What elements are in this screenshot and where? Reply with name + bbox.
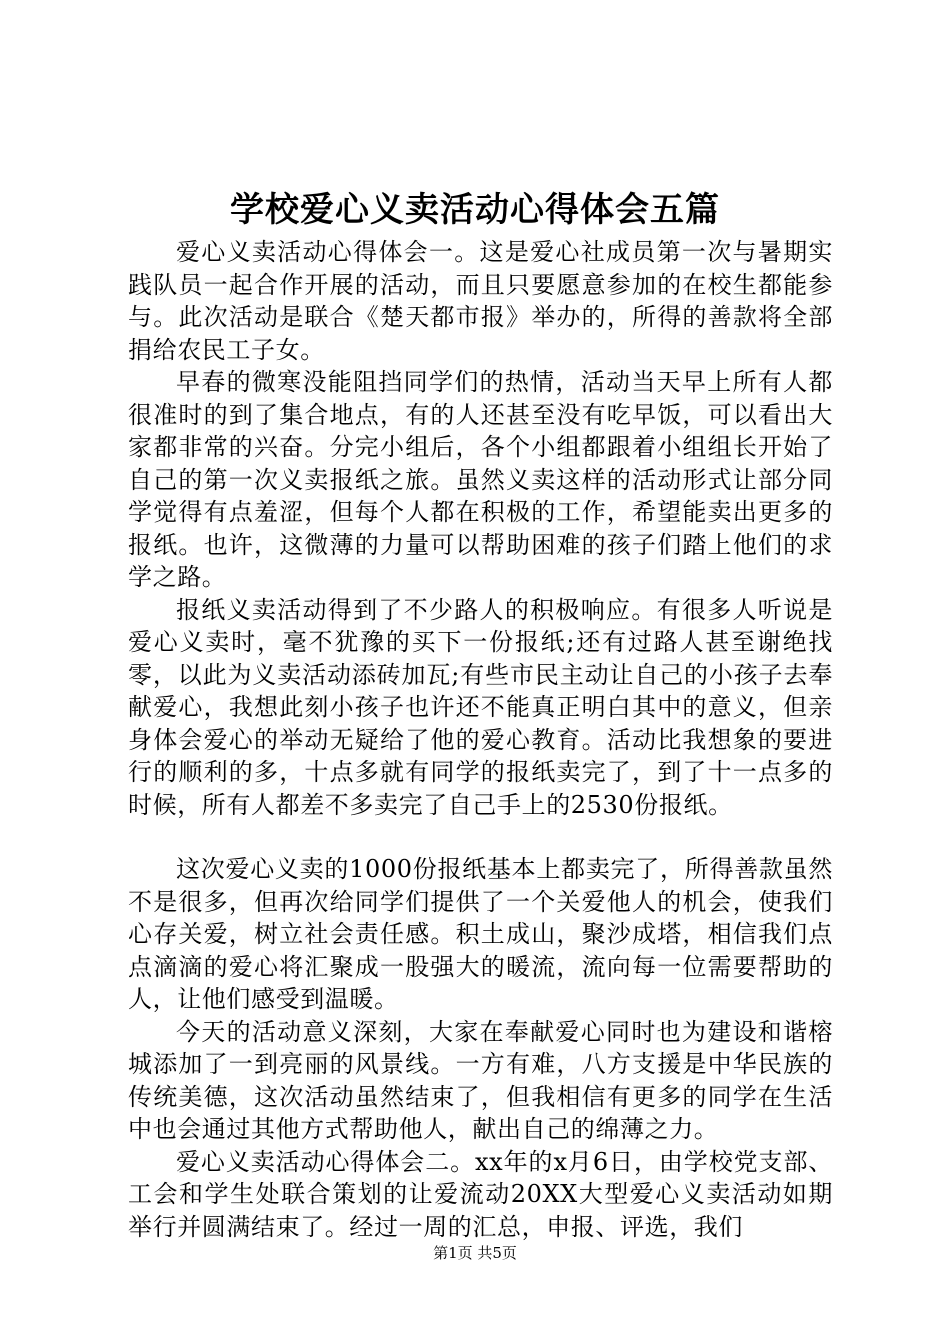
document-title: 学校爱心义卖活动心得体会五篇 <box>230 190 720 230</box>
page-number-footer: 第1页 共5页 <box>433 1244 517 1262</box>
paragraph: 爱心义卖活动心得体会二。xx年的x月6日，由学校党支部、工会和学生处联合策划的让爱流动20XX大型爱心义卖活动如期举行并圆满结束了。经过一周的汇总，申报、评选，我们 <box>128 1147 833 1241</box>
paragraph: 今天的活动意义深刻，大家在奉献爱心同时也为建设和谐榕城添加了一到亮丽的风景线。一方有难，八方支援是中华民族的传统美德，这次活动虽然结束了，但我相信有更多的同学在生活中也会通过其他方式帮助他人，献出自己的绵薄之力。 <box>128 1017 833 1143</box>
paragraph: 报纸义卖活动得到了不少路人的积极响应。有很多人听说是爱心义卖时，毫不犹豫的买下一份报纸;还有过路人甚至谢绝找零，以此为义卖活动添砖加瓦;有些市民主动让自己的小孩子去奉献爱心，我想此刻小孩子也许还不能真正明白其中的意义，但亲身体会爱心的举动无疑给了他的爱心教育。活动比我想象的要进行的顺利的多，十点多就有同学的报纸卖完了，到了十一点多的时候，所有人都差不多卖完了自己手上的2530份报纸。 <box>128 595 833 819</box>
document-body <box>128 236 833 1243</box>
paragraph: 这次爱心义卖的1000份报纸基本上都卖完了，所得善款虽然不是很多，但再次给同学们提供了一个关爱他人的机会，使我们心存关爱，树立社会责任感。积土成山，聚沙成塔，相信我们点点滴滴的爱心将汇聚成一股强大的暖流，流向每一位需要帮助的人，让他们感受到温暖。 <box>128 855 833 1013</box>
paragraph: 爱心义卖活动心得体会一。这是爱心社成员第一次与暑期实践队员一起合作开展的活动，而且只要愿意参加的在校生都能参与。此次活动是联合《楚天都市报》举办的，所得的善款将全部捐给农民工子女。 <box>128 238 833 364</box>
paragraph: 早春的微寒没能阻挡同学们的热情，活动当天早上所有人都很准时的到了集合地点，有的人还甚至没有吃早饭，可以看出大家都非常的兴奋。分完小组后，各个小组都跟着小组组长开始了自己的第一次义卖报纸之旅。虽然义卖这样的活动形式让部分同学觉得有点羞涩，但每个人都在积极的工作，希望能卖出更多的报纸。也许，这微薄的力量可以帮助困难的孩子们踏上他们的求学之路。 <box>128 368 833 591</box>
